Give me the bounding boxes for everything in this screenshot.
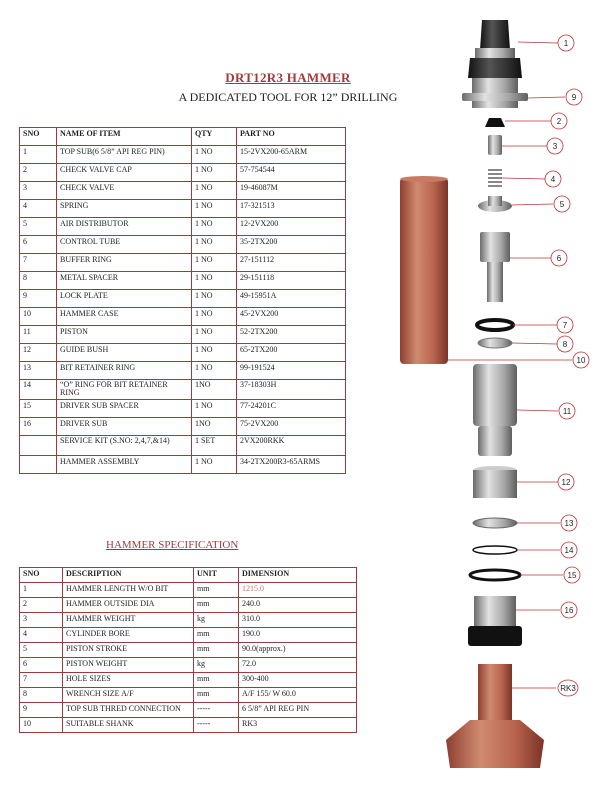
cell-dimension: 6 5/8” API REG PIN: [239, 703, 357, 718]
page-title: DRT12R3 HAMMER: [225, 70, 351, 85]
cell-name: LOCK PLATE: [57, 290, 192, 308]
cell-name: DRIVER SUB SPACER: [57, 400, 192, 418]
cell-qty: 1 NO: [192, 400, 237, 418]
cell-unit: kg: [194, 658, 239, 673]
cell-sno: 16: [20, 418, 57, 436]
cell-partno: 2VX200RKK: [237, 436, 346, 456]
callout-label: 10: [576, 356, 586, 365]
cell-partno: 49-15951A: [237, 290, 346, 308]
cell-dimension: 1215.0: [239, 583, 357, 598]
cell-sno: 1: [20, 583, 63, 598]
driver-sub: [468, 596, 522, 646]
cell-name: “O” RING FOR BIT RETAINER RING: [57, 380, 192, 400]
cell-qty: 1NO: [192, 418, 237, 436]
cell-partno: 75-2VX200: [237, 418, 346, 436]
callout-label: 3: [552, 142, 558, 151]
cell-qty: 1NO: [192, 380, 237, 400]
driver-sub-spacer: [470, 570, 520, 580]
cell-description: PISTON STROKE: [63, 643, 194, 658]
cell-name: DRIVER SUB: [57, 418, 192, 436]
cell-dimension: 190.0: [239, 628, 357, 643]
cell-qty: 1 NO: [192, 272, 237, 290]
cell-name: PISTON: [57, 326, 192, 344]
cell-qty: 1 SET: [192, 436, 237, 456]
cell-partno: 35-2TX200: [237, 236, 346, 254]
cell-qty: 1 NO: [192, 164, 237, 182]
cell-partno: 52-2TX200: [237, 326, 346, 344]
cell-partno: 29-151118: [237, 272, 346, 290]
col-description: DESCRIPTION: [63, 568, 194, 583]
callout-label: 5: [559, 200, 565, 209]
callout-label: 12: [561, 478, 571, 487]
cell-description: HAMMER WEIGHT: [63, 613, 194, 628]
cell-sno: 4: [20, 200, 57, 218]
control-tube: [480, 232, 510, 302]
cell-qty: 1 NO: [192, 326, 237, 344]
cell-name: TOP SUB(6 5/8” API REG PIN): [57, 146, 192, 164]
cell-sno: 5: [20, 218, 57, 236]
cell-partno: 45-2VX200: [237, 308, 346, 326]
cell-name: GUIDE BUSH: [57, 344, 192, 362]
cell-dimension: 300-400: [239, 673, 357, 688]
cell-description: WRENCH SIZE A/F: [63, 688, 194, 703]
cell-sno: 10: [20, 718, 63, 733]
cell-sno: 1: [20, 146, 57, 164]
cell-partno: 19-46087M: [237, 182, 346, 200]
cell-unit: mm: [194, 673, 239, 688]
cell-name: HAMMER CASE: [57, 308, 192, 326]
cell-sno: 6: [20, 658, 63, 673]
cell-partno: 12-2VX200: [237, 218, 346, 236]
piston: [473, 364, 517, 456]
cell-sno: 9: [20, 290, 57, 308]
cell-sno: 14: [20, 380, 57, 400]
col-unit: UNIT: [194, 568, 239, 583]
callout-label: 13: [564, 519, 574, 528]
rk3-bit: [446, 664, 544, 768]
cell-description: CYLINDER BORE: [63, 628, 194, 643]
cell-sno: 10: [20, 308, 57, 326]
cell-partno: 77-24201C: [237, 400, 346, 418]
cell-dimension: RK3: [239, 718, 357, 733]
cell-sno: 9: [20, 703, 63, 718]
cell-unit: mm: [194, 583, 239, 598]
cell-name: HAMMER ASSEMBLY: [57, 456, 192, 474]
cell-sno: 7: [20, 673, 63, 688]
bit-retainer-ring: [473, 518, 517, 528]
cell-unit: kg: [194, 613, 239, 628]
cell-unit: mm: [194, 598, 239, 613]
col-partno: PART NO: [237, 128, 346, 146]
callout-label: 1: [563, 39, 569, 48]
cell-dimension: 240.0: [239, 598, 357, 613]
air-distributor: [478, 196, 512, 212]
cell-sno: 3: [20, 613, 63, 628]
callout-label: 14: [564, 546, 574, 555]
callout-label: RK3: [560, 684, 576, 693]
cell-unit: mm: [194, 643, 239, 658]
col-name: NAME OF ITEM: [57, 128, 192, 146]
hammer-case: [400, 178, 448, 364]
col-qty: QTY: [192, 128, 237, 146]
col-dimension: DIMENSION: [239, 568, 357, 583]
cell-unit: mm: [194, 628, 239, 643]
cell-unit: -----: [194, 718, 239, 733]
cell-description: HAMMER OUTSIDE DIA: [63, 598, 194, 613]
cell-partno: 34-2TX200R3-65ARMS: [237, 456, 346, 474]
cell-qty: 1 NO: [192, 254, 237, 272]
cell-dimension: 72.0: [239, 658, 357, 673]
cell-name: METAL SPACER: [57, 272, 192, 290]
callout-label: 2: [556, 117, 562, 126]
cell-qty: 1 NO: [192, 200, 237, 218]
cell-sno: 3: [20, 182, 57, 200]
cell-description: SUITABLE SHANK: [63, 718, 194, 733]
cell-sno: 12: [20, 344, 57, 362]
cell-partno: 15-2VX200-65ARM: [237, 146, 346, 164]
cell-name: SPRING: [57, 200, 192, 218]
cell-qty: 1 NO: [192, 236, 237, 254]
callout-label: 15: [567, 571, 577, 580]
spec-title: HAMMER SPECIFICATION: [106, 539, 239, 551]
cell-qty: 1 NO: [192, 362, 237, 380]
col-sno: SNO: [20, 568, 63, 583]
spring: [488, 170, 502, 186]
cell-sno: 13: [20, 362, 57, 380]
callout-label: 11: [562, 407, 572, 416]
cell-dimension: 310.0: [239, 613, 357, 628]
cell-dimension: 90.0(approx.): [239, 643, 357, 658]
cell-qty: 1 NO: [192, 146, 237, 164]
cell-name: CONTROL TUBE: [57, 236, 192, 254]
cell-name: SERVICE KIT (S.NO: 2,4,7,&14): [57, 436, 192, 456]
cell-partno: 27-151112: [237, 254, 346, 272]
cell-sno: 6: [20, 236, 57, 254]
cell-description: HOLE SIZES: [63, 673, 194, 688]
cell-qty: 1 NO: [192, 290, 237, 308]
lock-plate: [462, 93, 528, 101]
cell-partno: 57-754544: [237, 164, 346, 182]
cell-qty: 1 NO: [192, 344, 237, 362]
cell-sno: 8: [20, 272, 57, 290]
cell-sno: 5: [20, 643, 63, 658]
cell-sno: 7: [20, 254, 57, 272]
cell-qty: 1 NO: [192, 182, 237, 200]
cell-name: AIR DISTRIBUTOR: [57, 218, 192, 236]
cell-unit: mm: [194, 688, 239, 703]
cell-sno: 2: [20, 598, 63, 613]
callout-label: 16: [564, 606, 574, 615]
callout-label: 6: [556, 254, 562, 263]
buffer-ring: [477, 320, 513, 330]
cell-name: BIT RETAINER RING: [57, 362, 192, 380]
callout-label: 7: [562, 321, 568, 330]
cell-name: BUFFER RING: [57, 254, 192, 272]
o-ring: [473, 546, 517, 554]
cell-description: TOP SUB THRED CONNECTION: [63, 703, 194, 718]
cell-partno: 99-191524: [237, 362, 346, 380]
cell-sno: 4: [20, 628, 63, 643]
cell-qty: 1 NO: [192, 456, 237, 474]
cell-dimension: A/F 155/ W 60.0: [239, 688, 357, 703]
cell-partno: 37-18303H: [237, 380, 346, 400]
cell-sno: 11: [20, 326, 57, 344]
cell-sno: 15: [20, 400, 57, 418]
check-valve-cap: [485, 118, 505, 127]
cell-qty: 1 NO: [192, 218, 237, 236]
cell-partno: 17-321513: [237, 200, 346, 218]
cell-partno: 65-2TX200: [237, 344, 346, 362]
callout-label: 9: [571, 93, 577, 102]
guide-bush: [473, 466, 517, 498]
callout-label: 4: [550, 175, 556, 184]
cell-unit: -----: [194, 703, 239, 718]
check-valve: [488, 135, 502, 155]
cell-name: CHECK VALVE CAP: [57, 164, 192, 182]
page-subtitle: A DEDICATED TOOL FOR 12” DRILLING: [178, 90, 398, 104]
cell-description: HAMMER LENGTH W/O BIT: [63, 583, 194, 598]
cell-sno: 2: [20, 164, 57, 182]
cell-sno: 8: [20, 688, 63, 703]
hammer-case-top: [400, 176, 448, 182]
cell-description: PISTON WEIGHT: [63, 658, 194, 673]
metal-spacer: [478, 338, 512, 348]
cell-qty: 1 NO: [192, 308, 237, 326]
cell-name: CHECK VALVE: [57, 182, 192, 200]
callout-label: 8: [562, 340, 568, 349]
col-sno: SNO: [20, 128, 57, 146]
